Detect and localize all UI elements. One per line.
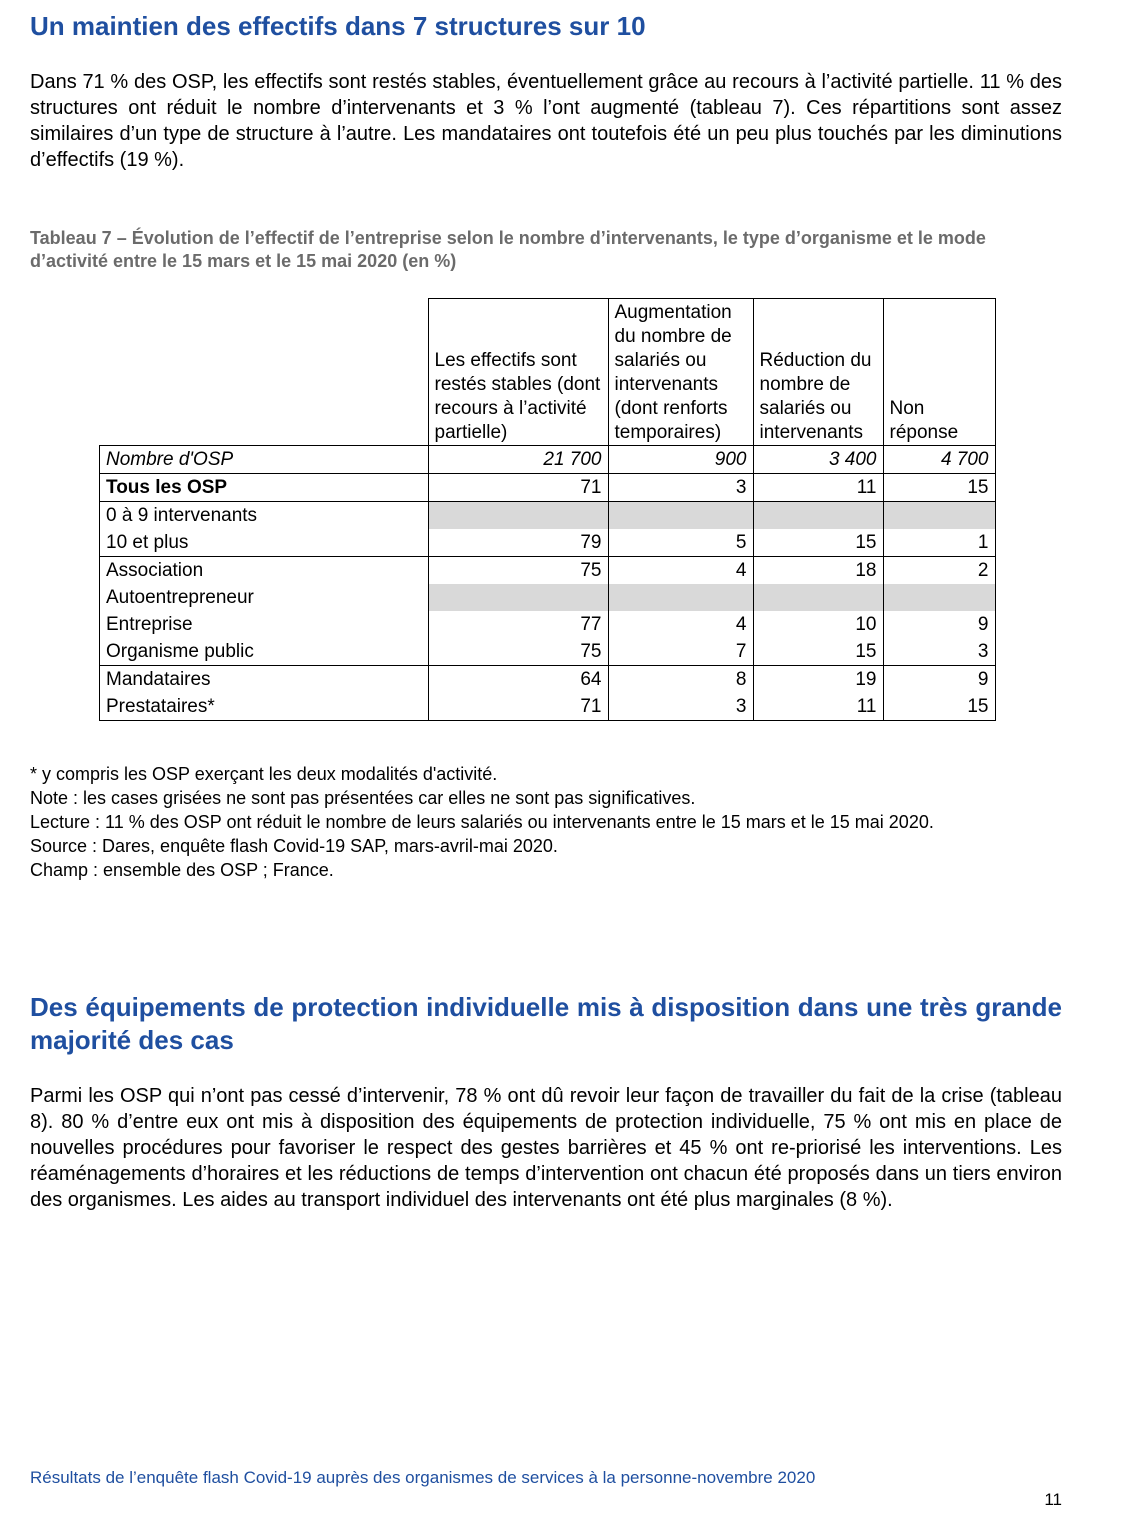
- table-cell: 11: [753, 474, 883, 502]
- table-row: [100, 693, 996, 721]
- table-cell-masked: [883, 584, 995, 611]
- column-header: Réduction du nombre de salariés ou intervenants: [753, 299, 883, 446]
- table-cell: 3: [883, 638, 995, 666]
- table-notes: [30, 762, 1062, 882]
- row-label: Autoentrepreneur: [100, 584, 429, 611]
- column-header: Non réponse: [883, 299, 995, 446]
- row-label: 0 à 9 intervenants: [100, 502, 429, 530]
- table-row: [100, 611, 996, 638]
- table-cell-masked: [753, 584, 883, 611]
- table-cell: 77: [428, 611, 608, 638]
- data-table: [99, 298, 996, 721]
- table-row: [100, 502, 996, 530]
- section-paragraph: Dans 71 % des OSP, les effectifs sont restés stables, éventuellement grâce au recours à l’activité partielle. 11 % des structures ont réduit le nombre d’intervenants et 3 % l’ont augmenté (tableau 7). Ces répartitions sont assez similaires d’un type de structure à l’autre. Les mandataires ont toutefois été un peu plus touchés par les diminutions d’effectifs (19 %).: [30, 71, 1062, 171]
- page-number: 11: [1044, 1490, 1062, 1509]
- table-row: [100, 584, 996, 611]
- table-cell: 15: [753, 529, 883, 557]
- column-header: Les effectifs sont restés stables (dont recours à l’activité partielle): [428, 299, 608, 446]
- table-cell: 9: [883, 611, 995, 638]
- table-cell-masked: [608, 584, 753, 611]
- table-header-row: [100, 299, 996, 446]
- page-footer: Résultats de l’enquête flash Covid-19 auprès des organismes de services à la personne-novembre 2020: [30, 1468, 816, 1487]
- note-footnote: * y compris les OSP exerçant les deux modalités d'activité.: [30, 764, 498, 784]
- table-cell: 21 700: [428, 446, 608, 474]
- note-scope: Champ : ensemble des OSP ; France.: [30, 860, 334, 880]
- table-cell: 5: [608, 529, 753, 557]
- section-title: Des équipements de protection individuelle mis à disposition dans une très grande majorité des cas: [30, 992, 1062, 1055]
- table-cell: 15: [883, 474, 995, 502]
- table-cell: 10: [753, 611, 883, 638]
- table-cell: 11: [753, 693, 883, 721]
- table-cell: 75: [428, 557, 608, 585]
- table-cell: 2: [883, 557, 995, 585]
- section-paragraph: Parmi les OSP qui n’ont pas cessé d’intervenir, 78 % ont dû revoir leur façon de travailler du fait de la crise (tableau 8). 80 % d’entre eux ont mis à disposition des équipements de protection individuelle, 75 % ont mis en place de nouvelles procédures pour favoriser le respect des gestes barrières et 45 % ont re-priorisé les interventions. Les réaménagements d’horaires et les réductions de temps d’intervention ont chacun été proposés dans un tiers environ des organismes. Les aides au transport individuel des intervenants ont été plus marginales (8 %).: [30, 1085, 1062, 1211]
- table-row: [100, 557, 996, 585]
- table-row: [100, 446, 996, 474]
- row-label: Mandataires: [100, 666, 429, 694]
- table-row: [100, 529, 996, 557]
- row-label: Nombre d'OSP: [100, 446, 429, 474]
- table-cell: 8: [608, 666, 753, 694]
- note-gray-cells: Note : les cases grisées ne sont pas présentées car elles ne sont pas significatives.: [30, 788, 696, 808]
- row-label: 10 et plus: [100, 529, 429, 557]
- table-cell-masked: [428, 584, 608, 611]
- table-cell: 19: [753, 666, 883, 694]
- table-cell: 79: [428, 529, 608, 557]
- table-cell: 4: [608, 557, 753, 585]
- table-cell: 4 700: [883, 446, 995, 474]
- table-row: [100, 638, 996, 666]
- table-cell: 71: [428, 474, 608, 502]
- section-title: Un maintien des effectifs dans 7 structures sur 10: [30, 11, 646, 41]
- table-cell: 7: [608, 638, 753, 666]
- table-cell: 15: [753, 638, 883, 666]
- table-corner-cell: [100, 299, 429, 446]
- table-row: [100, 474, 996, 502]
- note-reading: Lecture : 11 % des OSP ont réduit le nombre de leurs salariés ou intervenants entre le 15 mars et le 15 mai 2020.: [30, 812, 934, 832]
- table-cell: 900: [608, 446, 753, 474]
- table-cell: 4: [608, 611, 753, 638]
- row-label: Entreprise: [100, 611, 429, 638]
- table-cell-masked: [883, 502, 995, 530]
- table-caption: Tableau 7 – Évolution de l’effectif de l’entreprise selon le nombre d’intervenants, le type d’organisme et le mode d’activité entre le 15 mars et le 15 mai 2020 (en %): [30, 228, 986, 271]
- row-label: Association: [100, 557, 429, 585]
- table-cell: 15: [883, 693, 995, 721]
- row-label: Prestataires*: [100, 693, 429, 721]
- row-label: Organisme public: [100, 638, 429, 666]
- table-cell-masked: [608, 502, 753, 530]
- table-cell: 3 400: [753, 446, 883, 474]
- table-cell: 75: [428, 638, 608, 666]
- table-cell: 3: [608, 693, 753, 721]
- table-row: [100, 666, 996, 694]
- table-cell: 18: [753, 557, 883, 585]
- row-label: Tous les OSP: [100, 474, 429, 502]
- note-source: Source : Dares, enquête flash Covid-19 SAP, mars-avril-mai 2020.: [30, 836, 558, 856]
- table-cell-masked: [753, 502, 883, 530]
- table-cell: 9: [883, 666, 995, 694]
- table-cell: 64: [428, 666, 608, 694]
- table-cell: 71: [428, 693, 608, 721]
- table-cell: 1: [883, 529, 995, 557]
- column-header: Augmentation du nombre de salariés ou intervenants (dont renforts temporaires): [608, 299, 753, 446]
- table-cell: 3: [608, 474, 753, 502]
- table-cell-masked: [428, 502, 608, 530]
